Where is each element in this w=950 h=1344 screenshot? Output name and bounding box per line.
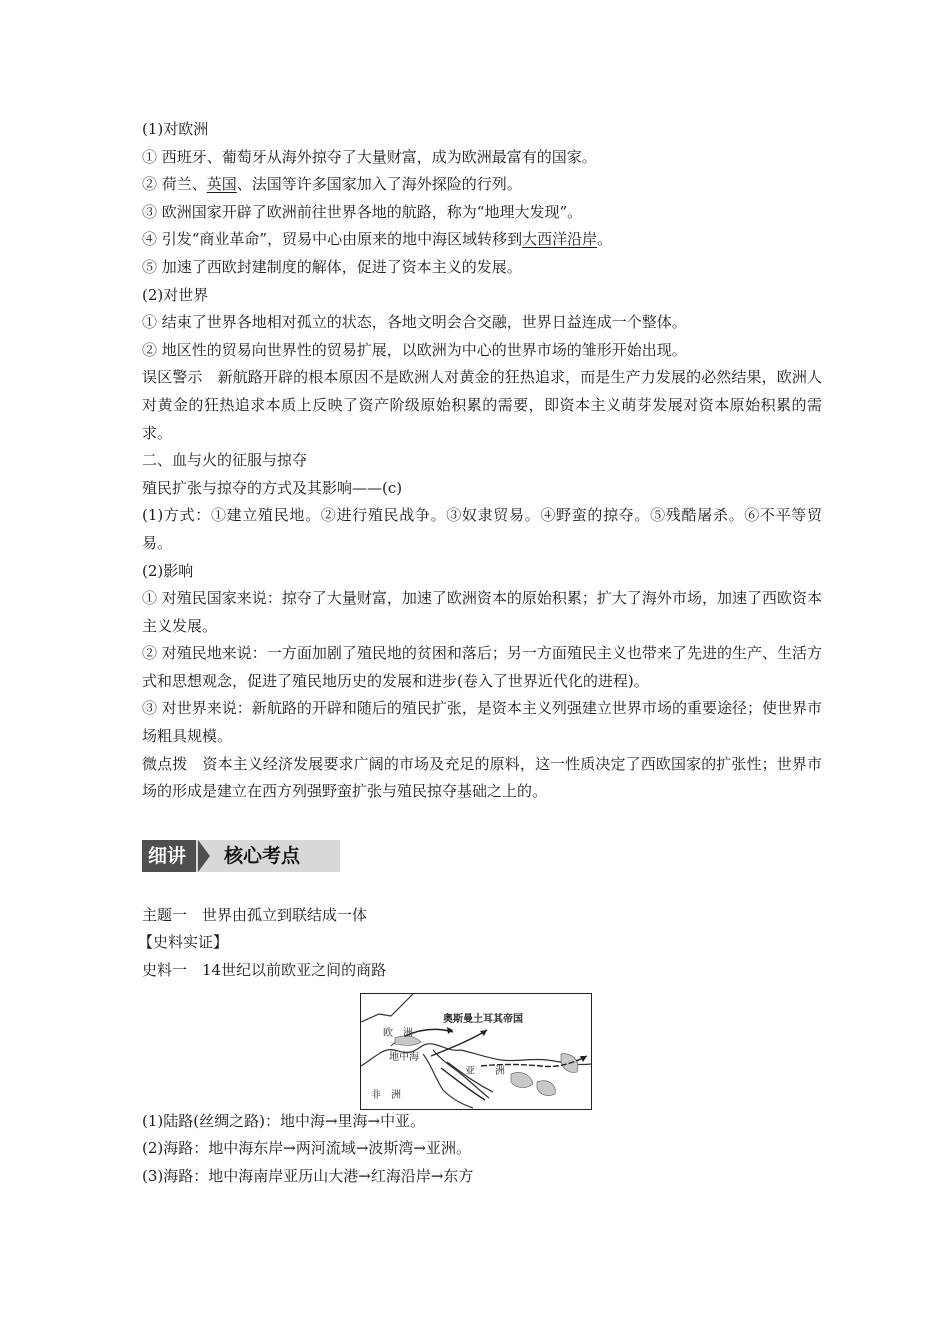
misconception-warning: 误区警示 新航路开辟的根本原因不是欧洲人对黄金的狂热追求，而是生产力发展的必然结果，欧洲人对黄金的狂热追求本质上反映了资产阶级原始积累的需要，即资本主义萌芽发展对资本原始积累的需求。 xyxy=(142,368,822,442)
heading-world: (2)对世界 xyxy=(142,285,209,304)
world-point-2: ② 地区性的贸易向世界性的贸易扩展，以欧洲为中心的世界市场的雏形开始出现。 xyxy=(142,340,687,359)
world-point-1: ① 结束了世界各地相对孤立的状态，各地文明会合交融，世界日益连成一个整体。 xyxy=(142,313,687,332)
route-2: (2)海路：地中海东岸→两河流域→波斯湾→亚洲。 xyxy=(142,1139,471,1158)
banner-right-label: 核心考点 xyxy=(224,844,301,867)
point-2-text-a: ② 荷兰、 xyxy=(142,175,207,194)
topic-title: 主题一 世界由孤立到联结成一体 xyxy=(142,905,368,924)
map-label-africa: 非 洲 xyxy=(371,1089,401,1101)
point-2-text-b: 、法国等许多国家加入了海外探险的行列。 xyxy=(236,175,522,194)
impact-1: ① 对殖民国家来说：掠夺了大量财富，加速了欧洲资本的原始积累；扩大了海外市场，加速了西欧资本主义发展。 xyxy=(142,589,822,635)
section-title-2: 二、血与火的征服与掠夺 xyxy=(142,451,308,470)
impact-2: ② 对殖民地来说：一方面加剧了殖民地的贫困和落后；另一方面殖民主义也带来了先进的生产、生活方式和思想观念，促进了殖民地历史的发展和进步(卷入了世界近代化的进程)。 xyxy=(142,644,822,690)
methods-paragraph: (1)方式：①建立殖民地。②进行殖民战争。③奴隶贸易。④野蛮的掠夺。⑤残酷屠杀。⑥不平等贸易。 xyxy=(142,506,822,552)
point-4 xyxy=(142,226,822,254)
point-3: ③ 欧洲国家开辟了欧洲前往世界各地的航路，称为“地理大发现”。 xyxy=(142,202,583,221)
point-4-text-b: 。 xyxy=(597,230,613,249)
map-label-europe: 欧 洲 xyxy=(383,1027,413,1039)
impact-3: ③ 对世界来说：新航路的开辟和随后的殖民扩张，是资本主义列强建立世界市场的重要途径；使世界市场粗具规模。 xyxy=(142,699,822,746)
map-graphic xyxy=(361,994,591,1109)
map-label-ottoman: 奥斯曼土耳其帝国 xyxy=(443,1013,523,1025)
map-label-asia: 亚 洲 xyxy=(465,1065,505,1077)
point-2 xyxy=(142,171,822,199)
underlined-england: 英国 xyxy=(206,175,237,194)
point-1: ① 西班牙、葡萄牙从海外掠夺了大量财富，成为欧洲最富有的国家。 xyxy=(142,147,597,166)
document-page xyxy=(138,116,822,1190)
banner-left-label: 细讲 xyxy=(148,844,187,867)
point-4-text-a: ④ 引发“商业革命”，贸易中心由原来的地中海区域转移到 xyxy=(142,230,523,249)
heading-europe: (1)对欧洲 xyxy=(142,120,209,138)
trade-route-map xyxy=(360,993,592,1110)
underlined-atlantic-coast: 大西洋沿岸 xyxy=(522,230,598,249)
impact-heading: (2)影响 xyxy=(142,561,194,580)
point-5: ⑤ 加速了西欧封建制度的解体，促进了资本主义的发展。 xyxy=(142,257,522,276)
source-caption: 史料一 14世纪以前欧亚之间的商路 xyxy=(142,961,387,980)
map-label-medsea: 地中海 xyxy=(389,1051,419,1063)
subsection-title: 殖民扩张与掠夺的方式及其影响——(c) xyxy=(142,478,403,497)
section-banner xyxy=(142,840,340,872)
evidence-label: 【史料实证】 xyxy=(138,933,229,952)
route-3: (3)海路：地中海南岸亚历山大港→红海沿岸→东方 xyxy=(142,1166,474,1185)
route-1: (1)陆路(丝绸之路)：地中海→里海→中亚。 xyxy=(142,1111,426,1130)
tip-paragraph: 微点拨 资本主义经济发展要求广阔的市场及充足的原料，这一性质决定了西欧国家的扩张性；世界市场的形成是建立在西方列强野蛮扩张与殖民掠夺基础之上的。 xyxy=(142,754,822,801)
